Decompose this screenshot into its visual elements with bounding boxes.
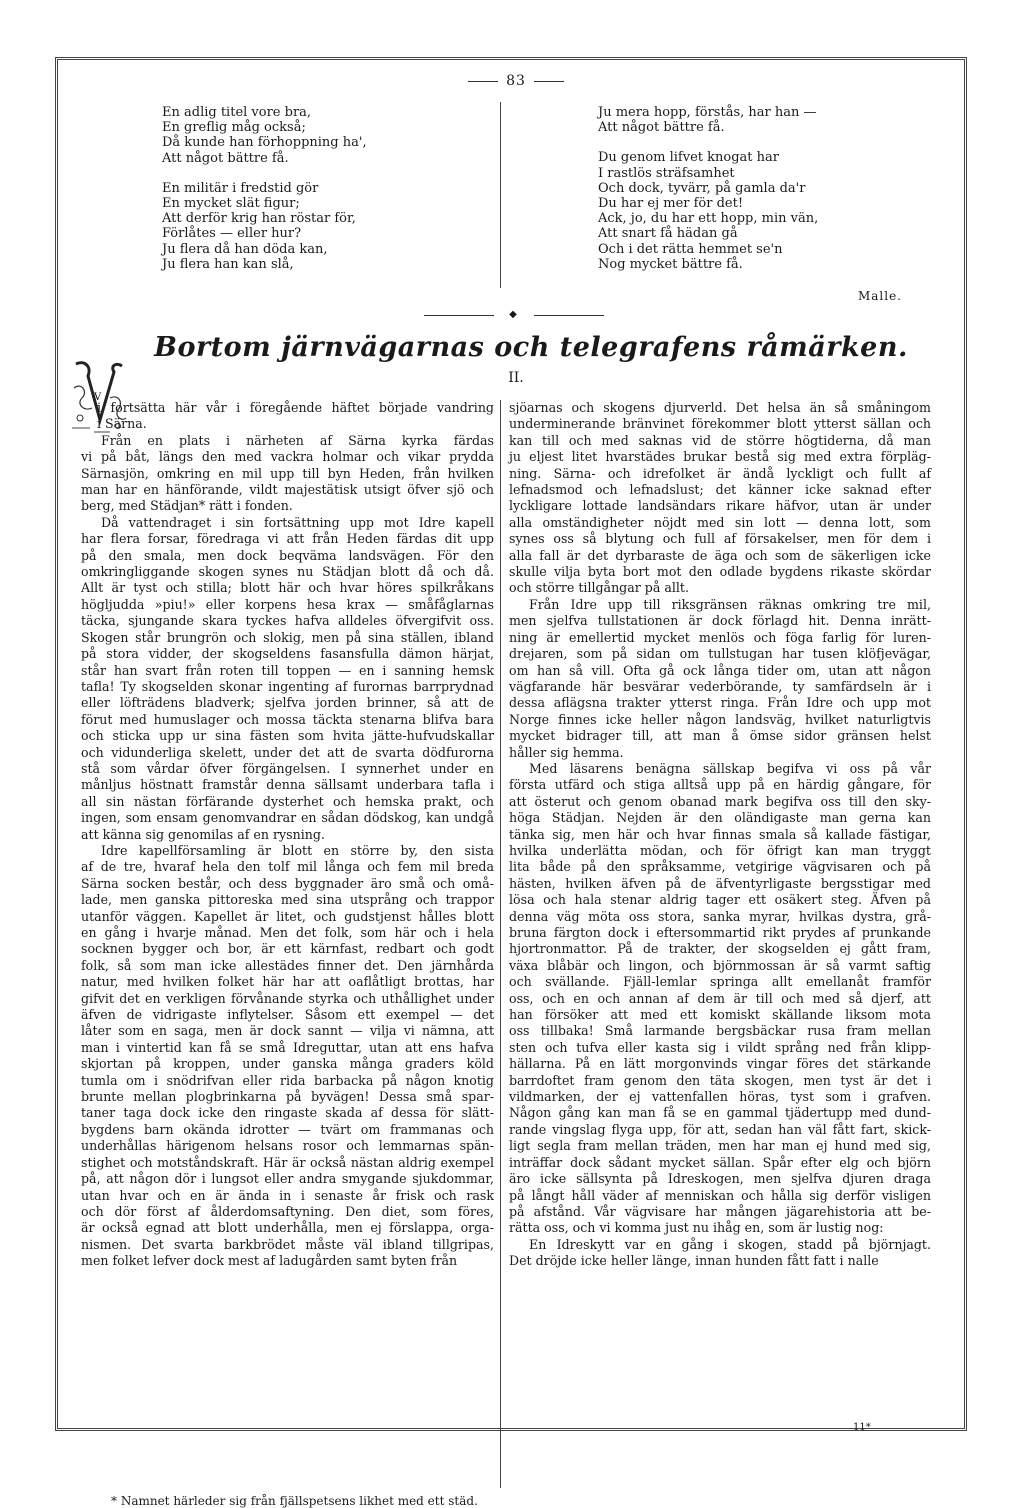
text-line: hästen, hvilken äfven på de äfventyrligaste bergsstigar med (509, 875, 931, 891)
text-line: lyckligare lottade landsändars rikare häfvor, utan är under (509, 498, 931, 514)
text-line: täcka, sjungande skara tyckes hafva alldeles öfvergifvit oss. (81, 613, 494, 629)
text-line: Då vattendraget i sin fortsättning upp mot Idre kapell (101, 514, 494, 530)
text-line: drejaren, som på sidan om tullstugan har tusen klöfjevägar, (509, 646, 931, 662)
poem-line: Ju flera han kan slå, (162, 256, 294, 272)
text-line: att österut och genom obanad mark begifva oss till den sky- (509, 793, 931, 809)
poem-line: Att något bättre få. (162, 150, 289, 166)
poem-line: En adlig titel vore bra, (162, 105, 312, 120)
text-line: att känna sig genomilas af en rysning. (81, 826, 325, 842)
text-line: lade, men ganska pittoreska med sina utsprång och trappor (81, 892, 494, 908)
text-line: stå som vårdar öfver förgängelsen. I synnerhet under en (81, 760, 494, 776)
text-line: eller löfträdens bladverk; sjelfva jorden brinner, så att de (81, 695, 494, 711)
text-line: rätta oss, och vi komma just nu ihåg en, som är lustig nog: (509, 1220, 884, 1236)
text-line: utanför väggen. Kapellet är litet, och gudstjenst hålles blott (81, 908, 494, 924)
text-line: all sin nästan förfärande dysterhet och hemska prakt, och (81, 793, 494, 809)
poem-line: En militär i fredstid gör (162, 180, 319, 196)
footnote: * Namnet härleder sig från fjällspetsens likhet med ett städ. (111, 1494, 478, 1508)
text-line: af de tre, hvaraf hela den tolf mil långa och fem mil breda (81, 859, 494, 875)
page-number: 83 (0, 73, 1032, 89)
text-line: kan till och med saknas vid de större högtiderna, då man (509, 432, 931, 448)
text-line: låter som en saga, men är dock sannt — vilja vi nämna, att (81, 1023, 494, 1039)
text-line: ingen, som ensam genomvandrar en sådan dödskog, kan undgå (81, 810, 494, 826)
poem-divider (500, 102, 501, 288)
poem-line: Då kunde han förhoppning ha', (162, 135, 367, 151)
text-line: och svällande. Fjäll-lemlar springa allt emellanåt framför (509, 974, 931, 990)
printer-signature-mark: 11* (853, 1422, 871, 1433)
text-line: underhållas härigenom helsans rosor och lemmarnas spän- (81, 1138, 494, 1154)
text-line: lita både på den språksamme, vetgirige vägvisaren och på (509, 859, 931, 875)
text-line: han försöker att med ett komiskt skällande liksom mota (509, 1007, 931, 1023)
text-line: Norge finnes icke heller någon landsväg, hvilket naturligtvis (509, 711, 931, 727)
text-line: stighet och motståndskraft. Här är också nästan aldrig exempel (81, 1154, 494, 1170)
text-line: om han så vill. Ofta gå ock långa tider om, utan att någon (509, 662, 931, 678)
text-line: håller sig hemma. (509, 744, 624, 760)
text-line: och större tillgångar på allt. (509, 580, 689, 596)
text-line: rande vingslag flyga upp, för att, sedan han väl fått fart, skick- (509, 1121, 931, 1137)
text-line: nismen. Det svarta barkbrödet måste väl ibland tillgripas, (81, 1236, 494, 1252)
svg-text:V: V (94, 392, 102, 403)
text-line: utan hvar och en är ända in i senaste år frisk och rask (81, 1187, 494, 1203)
poem-line: Ju mera hopp, förstås, har han — (598, 105, 817, 120)
text-line: och sticka upp ur sina fästen som hvita jätte-hufvudskallar (81, 728, 494, 744)
article-title: Bortom järnvägarnas och telegrafens råmärken. (154, 332, 908, 363)
text-line: vi på båt, längs den med vackra holmar och vikar prydda (81, 449, 494, 465)
text-line: ligt segla fram mellan träden, men har man ej hund med sig, (509, 1138, 931, 1154)
text-line: Från Idre upp till riksgränsen räknas omkring tre mil, (529, 596, 931, 612)
poem-line: Att snart få hädan gå (598, 226, 738, 242)
text-line: vildmarken, der ej vattenfallen höras, tyst som i grafven. (509, 1089, 931, 1105)
poem-line: Förlåtes — eller hur? (162, 226, 302, 242)
text-line: synes oss så blytung och full af försakelser, men för dem i (509, 531, 931, 547)
text-line: ning är emellertid mycket menlös och föga farlig för luren- (509, 629, 931, 645)
text-line: är också egnad att blott underhålla, men ej förslappa, orga- (81, 1220, 494, 1236)
poem-line: Du har ej mer för det! (598, 196, 744, 212)
text-line: lösa och hala stenar aldrig tager ett osäkert steg. Äfven på (509, 892, 931, 908)
text-line: månljus höstnatt framstår denna sällsamt underbara tafla i (81, 777, 494, 793)
text-line: Det dröjde icke heller länge, innan hunden fått fatt i nalle (509, 1253, 879, 1269)
text-line: förut med humuslager och mossa täckta stenarna blifva bara (81, 711, 494, 727)
text-line: i fortsätta här vår i föregående häftet började vandring (97, 400, 494, 415)
text-line: växa blåbär och lingon, och björnmossan är så varmt saftig (509, 957, 931, 973)
text-line: dessa aflägsna trakter ytterst ringa. Från Idre och upp mot (509, 695, 931, 711)
text-line: men folket lefver dock mest af ladugården samt byten från (81, 1253, 458, 1269)
text-line: men sjelfva tullstationen är dock förlagd hit. Denna inrätt- (509, 613, 931, 629)
text-line: skulle vilja byta bort mot den odlade bygdens rikaste skördar (509, 564, 931, 580)
text-line: på långt håll väder af menniskan och hålla sig derför visligen (509, 1187, 931, 1203)
text-line: första utfärd och stiga alltså upp på en härdig gångare, för (509, 777, 931, 793)
text-line: Någon gång kan man få se en gammal tjädertupp med dund- (509, 1105, 931, 1121)
text-line: alla omständigheter nöjdt med sin lott — denna lott, som (509, 514, 931, 530)
text-line: barrdoftet fram genom den täta skogen, men tyst är det i (509, 1072, 931, 1088)
article-part-number: II. (508, 370, 524, 386)
text-line: Från en plats i närheten af Särna kyrka färdas (101, 432, 494, 448)
text-line: tafla! Ty skogselden skonar ingenting af furornas barrprydnad (81, 678, 494, 694)
text-line: på den smala, men dock beqväma landsvägen. För den (81, 547, 494, 563)
text-line: Särnasjön, omkring en mil upp till byn Heden, från hvilken (81, 465, 494, 481)
text-line: i Särna. (97, 416, 147, 432)
text-line: Skogen står brungrön och slokig, men på sina ställen, ibland (81, 629, 494, 645)
text-line: tumla om i snödrifvan eller rida barbacka på någon knotig (81, 1072, 494, 1088)
text-line: sten och tufva eller kasta sig i vildt språng ned från klipp- (509, 1039, 931, 1055)
poem-left-column (162, 105, 482, 272)
poem-line: Ack, jo, du har ett hopp, min vän, (598, 211, 819, 227)
text-line: man i vintertid kan få se små Idreguttar, utan att ens hafva (81, 1039, 494, 1055)
article-right-column (509, 400, 931, 1270)
text-line: vägfarande här besvärar vederbörande, ty samfärdseln är i (509, 678, 931, 694)
text-line: man har en hänförande, vildt majestätisk utsigt öfver sjö och (81, 482, 494, 498)
poem-line: En greflig måg också; (162, 120, 306, 136)
poem-line: Att något bättre få. (598, 120, 725, 136)
column-divider (500, 400, 501, 1488)
text-line: hjortronmattor. På de trakter, der skogselden ej gått fram, (509, 941, 931, 957)
text-line: hällarna. På en lätt morgonvinds vingar föres det stärkande (509, 1056, 931, 1072)
text-line: Idre kapellförsamling är blott en större by, den sista (101, 842, 494, 858)
text-line: äfven de vidrigaste inflytelser. Såsom ett exempel — det (81, 1007, 494, 1023)
text-line: En Idreskytt var en gång i skogen, stadd på björnjagt. (529, 1236, 931, 1252)
text-line: på stora vidder, der skogseldens fasansfulla dämon härjat, (81, 646, 494, 662)
text-line: tänka sig, men här och hvar finnas smala så kallade fästigar, (509, 826, 931, 842)
poem-line: I rastlös sträfsamhet (598, 165, 735, 181)
article-left-column (81, 400, 494, 1270)
text-line: höglјudda »piu!» eller korpens hesa krax — småfåglarnas (81, 596, 494, 612)
poem-line: Och dock, tyvärr, på gamla da'r (598, 180, 806, 196)
poem-line: Nog mycket bättre få. (598, 256, 743, 272)
text-line: Särna socken består, och dess byggnader äro små och omå- (81, 875, 494, 891)
text-line: skjortan på kroppen, under ganska många graders köld (81, 1056, 494, 1072)
text-line: står han svart från roten till toppen — en i sanning hemsk (81, 662, 494, 678)
text-line: brunte mellan plogbrinkarna på byvägen! Dessa små spar- (81, 1089, 494, 1105)
text-line: hvilka underlätta mödan, och för öfrigt kan man tryggt (509, 842, 931, 858)
text-line: och dör först af ålderdomsaftyning. Den diet, som föres, (81, 1203, 494, 1219)
text-line: höga Städjan. Nejden är den oländigaste man gerna kan (509, 810, 931, 826)
text-line: ning. Särna- och idrefolket är ändå lyckligt och fullt af (509, 465, 931, 481)
poem-line: Att derför krig han röstar för, (162, 211, 356, 227)
poem-line: Ju flera då han döda kan, (162, 241, 328, 257)
text-line: alla fall är det dyrbaraste de äga och som de säkerligen icke (509, 547, 931, 563)
text-line: denna väg möta oss stora, sanka myrar, hvilkas dystra, grå- (509, 908, 931, 924)
text-line: Allt är tyst och stilla; blott här och hvar höres spilkråkans (81, 580, 494, 596)
text-line: natur, med hvilken folket här har att oaflåtligt brottas, har (81, 974, 494, 990)
text-line: socknen bygger och bor, är ett kärnfast, redbart och godt (81, 941, 494, 957)
text-line: har flera forsar, föredraga vi att från Heden färdas dit upp (81, 531, 494, 547)
text-line: en gång i hvarje månad. Men det folk, som här och i hela (81, 925, 494, 940)
poem-line: Och i det rätta hemmet se'n (598, 241, 783, 257)
text-line: lefnadsmod och lefnadslust; det känner icke saknad efter (509, 482, 931, 498)
text-line: oss tillbaka! Små larmande bergsbäckar rusa fram mellan (509, 1023, 931, 1039)
ornament-divider: ◆ (424, 310, 604, 320)
text-line: omkringliggande skogen synes nu Städjan blott då och då. (81, 564, 494, 580)
poem-signature: Malle. (857, 289, 902, 303)
text-line: äro icke sällsynta på Idreskogen, men sjelfva djuren draga (509, 1171, 931, 1187)
poem-right-column (598, 105, 898, 272)
poem-line: Du genom lifvet knogat har (598, 150, 779, 166)
poem-line: En mycket slät figur; (162, 196, 300, 212)
text-line: på afstånd. Vår vägvisare har mången jägarehistoria att be- (509, 1203, 931, 1219)
text-line: berg, med Städjan* rätt i fonden. (81, 498, 293, 514)
text-line: Med läsarens benägna sällskap begifva vi oss på vår (529, 760, 931, 776)
text-line: och vidunderliga skelett, under det att de svarta dödfurorna (81, 744, 494, 760)
text-line: taner taga dock icke den ringaste skada af dessa för slätt- (81, 1105, 494, 1121)
text-line: bygdens barn okända idrotter — tvärt om frammanas och (81, 1121, 494, 1137)
text-line: oss, och en och annan af dem är till och med så djerf, att (509, 990, 931, 1006)
text-line: folk, så som man icke allestädes finner det. Den järnhårda (81, 957, 494, 973)
text-line: gifvit det en verkligen förvånande styrka och uthållighet under (81, 990, 494, 1006)
text-line: inträffar dock sådant mycket sällan. Spår efter elg och björn (509, 1154, 931, 1170)
text-line: underminerande bränvinet förekommer blott ytterst sällan och (509, 416, 931, 432)
text-line: bruna färgton dock i eftersommartid rikt prydes af prunkande (509, 925, 931, 940)
text-line: mycket bidrager till, att man å ömse sidor gränsen helst (509, 728, 931, 744)
text-line: på, att någon dör i lungsot eller andra smygande sjukdommar, (81, 1171, 494, 1187)
text-line: ju eljest litet hvarstädes brukar bestå sig med extra förpläg- (509, 449, 931, 465)
text-line: sjöarnas och skogens djurverld. Det helsa än så småningom (509, 400, 931, 415)
